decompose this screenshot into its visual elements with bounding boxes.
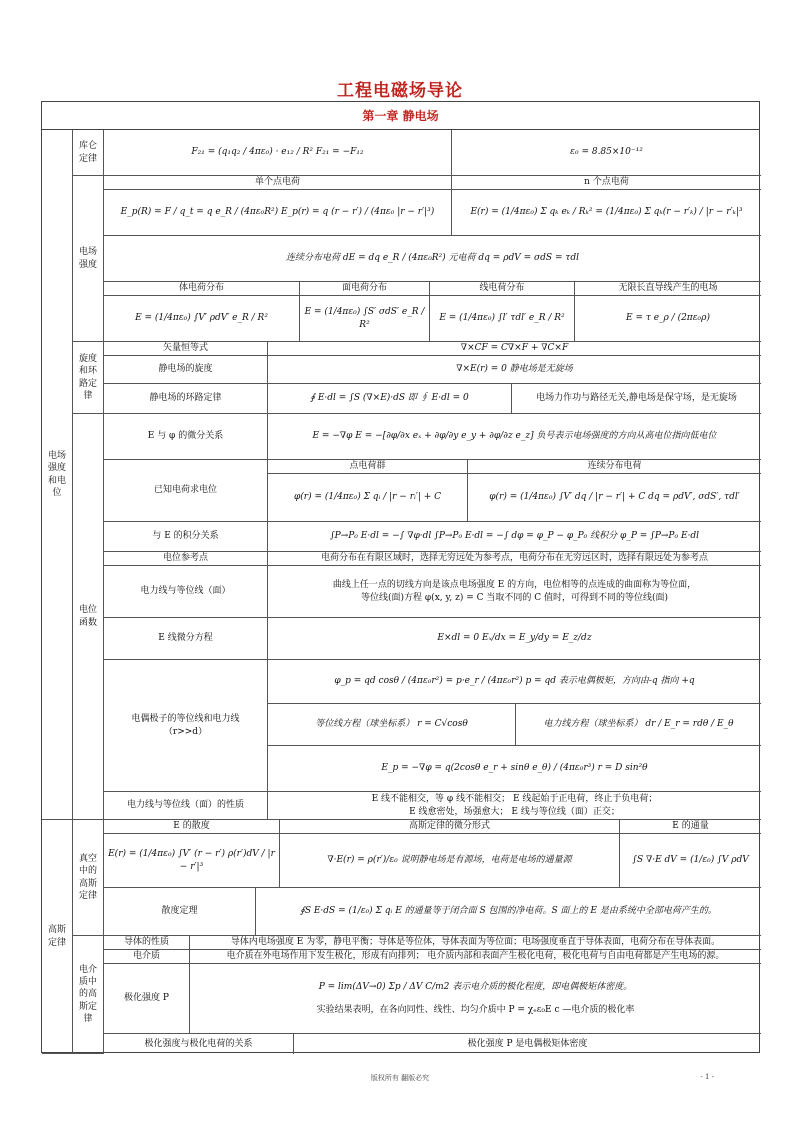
divergence-theorem-label: 散度定理: [104, 888, 256, 936]
dielectric-label: 电介质: [104, 950, 190, 964]
label-curl: 旋度和环路定律: [73, 342, 104, 414]
footer-copyright: 版权所有 翻版必究: [370, 1074, 430, 1082]
e-line-diff-formula: E×dl = 0 Eₓ/dx = E_y/dy = E_z/dz: [268, 618, 761, 660]
loop-law-formula: ∮ E·dl = ∫S (∇×E)·dS 即 ∮ E·dl = 0: [268, 384, 512, 414]
label-field-strength: 电场强度: [73, 176, 104, 342]
line-charge-formula: E = (1/4πε₀) ∫l′ τdl′ e_R / R²: [430, 296, 575, 342]
properties-label: 电力线与等位线（面）的性质: [104, 792, 268, 820]
e-line-diff-label: E 线微分方程: [104, 618, 268, 660]
multi-charge-formula: E(r) = (1/4πε₀) Σ qₖ eₖ / Rₖ² = (1/4πε₀) Σ qₖ(r − r′ₖ) / |r − r′ₖ|³: [452, 190, 761, 236]
label-dielectric-gauss: 电介质中的高斯定律: [73, 936, 104, 1054]
reference-point-label: 电位参考点: [104, 552, 268, 566]
field-equipotential-text: [268, 566, 761, 618]
curl-formula: ∇×E(r) = 0 静电场是无旋场: [268, 356, 761, 384]
relation-label: 极化强度与极化电荷的关系: [104, 1034, 294, 1054]
infinite-wire-header: 无限长直导线产生的电场: [575, 282, 761, 296]
volume-charge-formula: E = (1/4πε₀) ∫V′ ρdV′ e_R / R²: [104, 296, 300, 342]
coulomb-formula: F₂₁ = (q₁q₂ / 4πε₀) · e₁₂ / R² F₂₁ = −F₁₂: [104, 130, 452, 176]
line-charge-header: 线电荷分布: [430, 282, 575, 296]
section-gauss: 高斯定律: [42, 820, 73, 1054]
dipole-label-text: 电偶极子的等位线和电力线: [131, 714, 240, 725]
section-field-potential: 电场强度和电位: [42, 130, 73, 820]
surface-charge-formula: E = (1/4πε₀) ∫S′ σdS′ e_R / R²: [300, 296, 430, 342]
continuous-charges-header: 连续分布电荷: [468, 460, 761, 474]
conductor-label: 导体的性质: [104, 936, 190, 950]
vector-identity-label: 矢量恒等式: [104, 342, 268, 356]
relation-text: 极化强度 P 是电偶极矩体密度: [467, 1038, 588, 1049]
multi-charge-header: n 个点电荷: [452, 176, 761, 190]
page-title: 工程电磁场导论: [337, 81, 463, 101]
continuous-charge-formula: 连续分布电荷 dE = dq e_R / (4πε₀R²) 元电荷 dq = ρdV = σdS = τdl: [104, 236, 761, 282]
formula-table: [41, 101, 760, 1053]
polarization-label: 极化强度 P: [104, 964, 190, 1034]
label-potential: 电位函数: [73, 414, 104, 820]
dipole-potential-formula: φ_p = qd cosθ / (4πε₀r²) = p·e_r / (4πε₀r²) p = qd 表示电偶极矩，方向由-q 指向 +q: [268, 660, 761, 704]
reference-point-text: 电荷分布在有限区域时，选择无穷远处为参考点，电荷分布在无穷远区时，选择有限远处为参考点: [268, 552, 761, 566]
gradient-relation-formula: E = −∇φ E = −[∂φ/∂x eₓ + ∂φ/∂y e_y + ∂φ/∂z e_z] 负号表示电场强度的方向从高电位指向低电位: [268, 414, 761, 460]
equipotential-line-1: 曲线上任一点的切线方向是该点电场强度 E 的方向，电位相等的点连成的曲面称为等位面，: [332, 580, 697, 591]
curl-label: 静电场的旋度: [104, 356, 268, 384]
page-number: - 1 -: [700, 1073, 714, 1081]
vector-identity-formula: ∇×CF = C∇×F + ∇C×F: [268, 342, 761, 356]
point-charges-header: 点电荷群: [268, 460, 468, 474]
polarization-note: 实验结果表明，在各向同性、线性、均匀介质中 P = χₑε₀E c —电介质的极化率: [316, 1004, 635, 1015]
point-charges-formula: φ(r) = (1/4πε₀) Σ qᵢ / |r − rᵢ′| + C: [268, 474, 468, 522]
dielectric-text: 电介质在外电场作用下发生极化，形成有向排列； 电介质内部和表面产生极化电荷，极化电荷与自由电荷都是产生电场的源。: [190, 950, 761, 964]
integral-relation-label: 与 E 的积分关系: [104, 522, 268, 552]
potential-from-charge-label: 已知电荷求电位: [104, 460, 268, 522]
dipole-label: [104, 660, 268, 792]
loop-law-label: 静电场的环路定律: [104, 384, 268, 414]
label-coulomb: 库仑定律: [73, 130, 104, 176]
dipole-condition: （r>>d）: [163, 726, 208, 737]
differential-form-header: 高斯定律的微分形式: [280, 820, 620, 834]
dipole-equipotential-formula: 等位线方程（球坐标系） r = C√cosθ: [268, 704, 516, 746]
gradient-relation-label: E 与 φ 的微分关系: [104, 414, 268, 460]
dipole-fieldline-formula: 电力线方程（球坐标系） dr / E_r = rdθ / E_θ: [516, 704, 761, 746]
continuous-charges-formula: φ(r) = (1/4πε₀) ∫V′ dq / |r − r′| + C dq = ρdV′, σdS′, τdl′: [468, 474, 761, 522]
conductor-text: 导体内电场强度 E 为零，静电平衡；导体是等位体，导体表面为等位面；电场强度垂直于导体表面，电荷分布在导体表面。: [190, 936, 761, 950]
flux-header: E 的通量: [620, 820, 761, 834]
volume-charge-header: 体电荷分布: [104, 282, 300, 296]
chapter-heading: 第一章 静电场: [42, 102, 759, 130]
polarization-formula: P = lim(ΔV→0) Σp / ΔV C/m2 表示电介质的极化程度，即电偶极矩体密度。: [318, 982, 633, 993]
loop-law-note: 电场力作功与路径无关,静电场是保守场，是无旋场: [512, 384, 761, 414]
differential-form-formula: ∇·E(r) = ρ(r′)/ε₀ 说明静电场是有源场，电荷是电场的通量源: [280, 834, 620, 888]
single-charge-formula: E_p(R) = F / q_t = q e_R / (4πε₀R²) E_p(r) = q (r − r′) / (4πε₀ |r − r′|³): [104, 190, 452, 236]
divergence-header: E 的散度: [104, 820, 280, 834]
flux-formula: ∫S ∇·E dV = (1/ε₀) ∫V ρdV: [620, 834, 761, 888]
single-charge-header: 单个点电荷: [104, 176, 452, 190]
polarization-content: [190, 964, 761, 1034]
infinite-wire-formula: E = τ e_ρ / (2πε₀ρ): [575, 296, 761, 342]
surface-charge-header: 面电荷分布: [300, 282, 430, 296]
divergence-formula: E(r) = (1/4πε₀) ∫V′ (r − r′) ρ(r′)dV / |r − r′|³: [104, 834, 280, 888]
properties-line-1: E 线不能相交，等 φ 线不能相交； E 线起始于正电荷，终止于负电荷；: [371, 794, 658, 805]
properties-line-2: E 线愈密处，场强愈大； E 线与等位线（面）正交；: [409, 806, 620, 817]
properties-text: [268, 792, 761, 820]
dipole-field-formula: E_p = −∇φ = q(2cosθ e_r + sinθ e_θ) / (4πε₀r³) r = D sin²θ: [268, 746, 761, 792]
equipotential-line-2: 等位线(面)方程 φ(x, y, z) = C 当取不同的 C 值时，可得到不同的等位线(面): [361, 592, 668, 603]
divergence-theorem-formula: ∮S E·dS = (1/ε₀) Σ qᵢ E 的通量等于闭合面 S 包围的净电荷。S 面上的 E 是由系统中全部电荷产生的。: [256, 888, 761, 936]
field-equipotential-label: 电力线与等位线（面）: [104, 566, 268, 618]
label-vacuum-gauss: 真空中的高斯定律: [73, 820, 104, 936]
epsilon-value: ε₀ = 8.85×10⁻¹²: [452, 130, 761, 176]
integral-relation-formula: ∫P→P₀ E·dl = −∫ ∇φ·dl ∫P→P₀ E·dl = −∫ dφ = φ_P − φ_P₀ 线积分 φ_P = ∫P→P₀ E·dl: [268, 522, 761, 552]
